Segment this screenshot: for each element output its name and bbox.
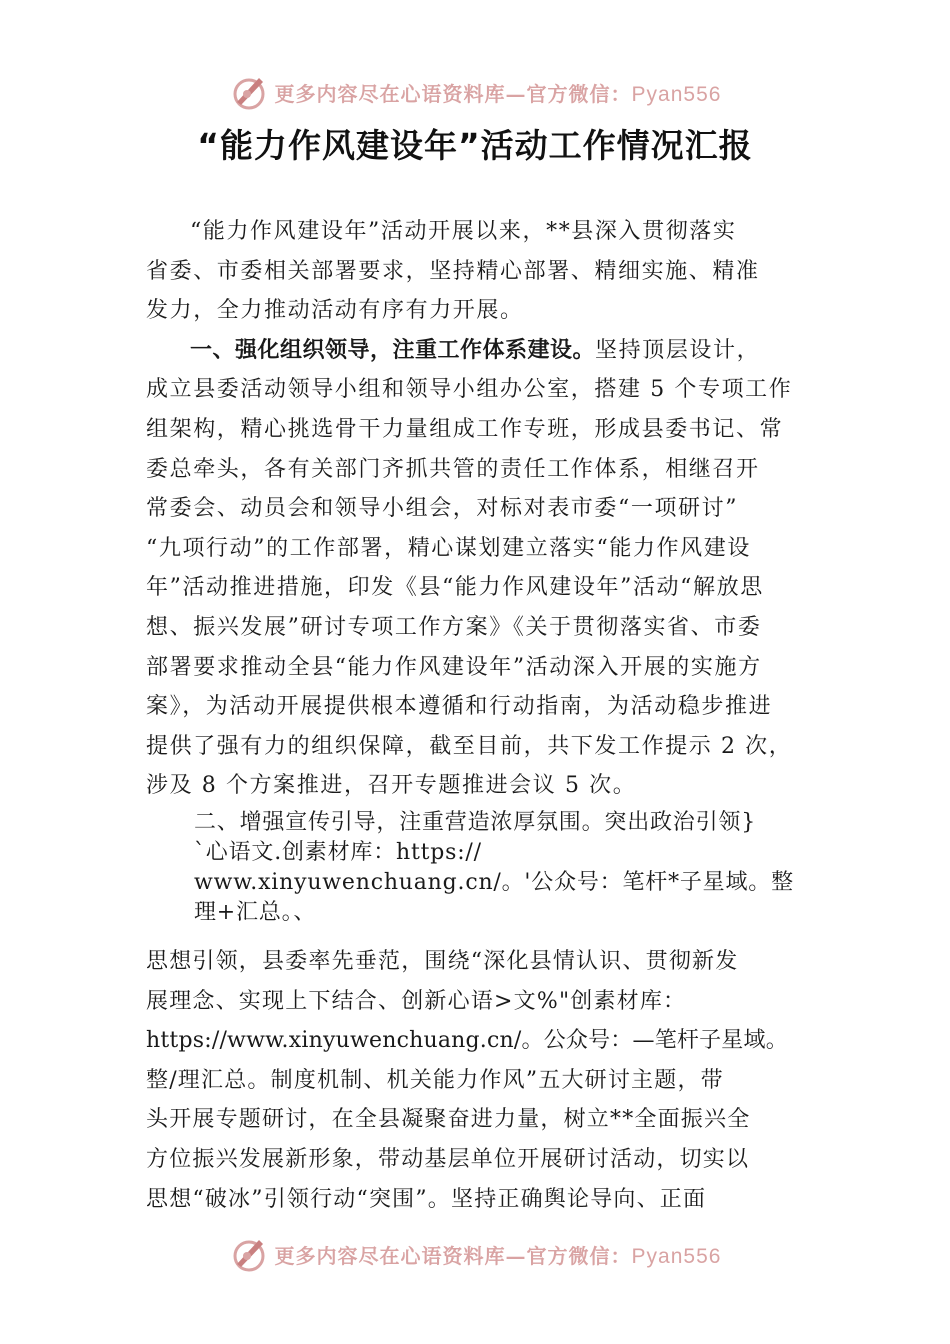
- section1-line: 年”活动推进措施，印发《县“能力作风建设年”活动“解放思: [146, 575, 764, 601]
- header-watermark-banner: [0, 70, 950, 114]
- section1-line: 想、振兴发展”研讨专项工作方案》《关于贯彻落实省、市委: [146, 614, 762, 640]
- section2-line: 展理念、实现上下结合、创新心语>文%"创素材库：: [146, 988, 687, 1014]
- brush-logo-icon: [229, 72, 269, 112]
- section2-block-line: `心语文.创素材库：https://: [194, 840, 482, 865]
- footer-watermark-banner: [0, 1232, 950, 1276]
- section2-block-line: 二、增强宣传引导，注重营造浓厚氛围。突出政治引领}: [194, 810, 756, 835]
- section1-line: 委总牵头，各有关部门齐抓共管的责任工作体系，相继召开: [146, 456, 760, 482]
- section1-heading: 一、强化组织领导，注重工作体系建设。: [190, 337, 596, 363]
- section1-line: 成立县委活动领导小组和领导小组办公室，搭建 5 个专项工作: [146, 377, 793, 403]
- para1-line-1: “能力作风建设年”活动开展以来，**县深入贯彻落实: [190, 219, 737, 244]
- section1-line: 部署要求推动全县“能力作风建设年”活动深入开展的实施方: [146, 654, 762, 680]
- section1-first-line-rest: 坚持顶层设计，: [595, 337, 761, 363]
- banner-text: 更多内容尽在心语资料库—官方微信：Pyan556: [274, 1243, 722, 1268]
- section2-line: 思想“破冰”引领行动“突围”。坚持正确舆论导向、正面: [146, 1186, 707, 1212]
- section1-line: 组架构，精心挑选骨干力量组成工作专班，形成县委书记、常: [146, 416, 784, 442]
- section1-line: 涉及 8 个方案推进，召开专题推进会议 5 次。: [146, 773, 637, 799]
- section1-line: 案》，为活动开展提供根本遵循和行动指南，为活动稳步推进: [146, 694, 773, 720]
- section2-continuation: [146, 942, 846, 1219]
- section2-block-line: 理+汇总。、: [194, 900, 317, 925]
- brush-logo-icon: [229, 1234, 269, 1274]
- section1-line: 常委会、动员会和领导小组会，对标对表市委“一项研讨”: [146, 496, 739, 522]
- banner-text: 更多内容尽在心语资料库—官方微信：Pyan556: [274, 81, 722, 106]
- section1-line: 提供了强有力的组织保障，截至目前，共下发工作提示 2 次，: [146, 733, 793, 759]
- document-title: “能力作风建设年”活动工作情况汇报: [197, 126, 753, 165]
- section2-inserted-block: [194, 808, 834, 928]
- section2-line: 方位振兴发展新形象，带动基层单位开展研讨活动，切实以: [146, 1146, 750, 1172]
- para1-line-3: 发力，全力推动活动有序有力开展。: [146, 298, 524, 324]
- banner-account: Pyan556: [631, 1244, 722, 1268]
- section2-line: 思想引领，县委率先垂范，围绕“深化县情认识、贯彻新发: [146, 949, 739, 974]
- document-body: [146, 212, 818, 806]
- para1-line-2: 省委、市委相关部署要求，坚持精心部署、精细实施、精准: [146, 258, 760, 284]
- section2-line: 头开展专题研讨，在全县凝聚奋进力量，树立**全面振兴全: [146, 1107, 751, 1133]
- section2-line: 整/理汇总。制度机制、机关能力作风”五大研讨主题，带: [146, 1067, 724, 1093]
- banner-account: Pyan556: [631, 82, 722, 106]
- section2-line: https://www.xinyuwenchuang.cn/。公众号：—笔杆子星域。: [146, 1028, 788, 1054]
- section2-block-line: www.xinyuwenchuang.cn/。'公众号：笔杆*子星域。整: [194, 870, 794, 895]
- section1-first-line: [146, 331, 818, 371]
- section1-line: “九项行动”的工作部署，精心谋划建立落实“能力作风建设: [146, 535, 751, 561]
